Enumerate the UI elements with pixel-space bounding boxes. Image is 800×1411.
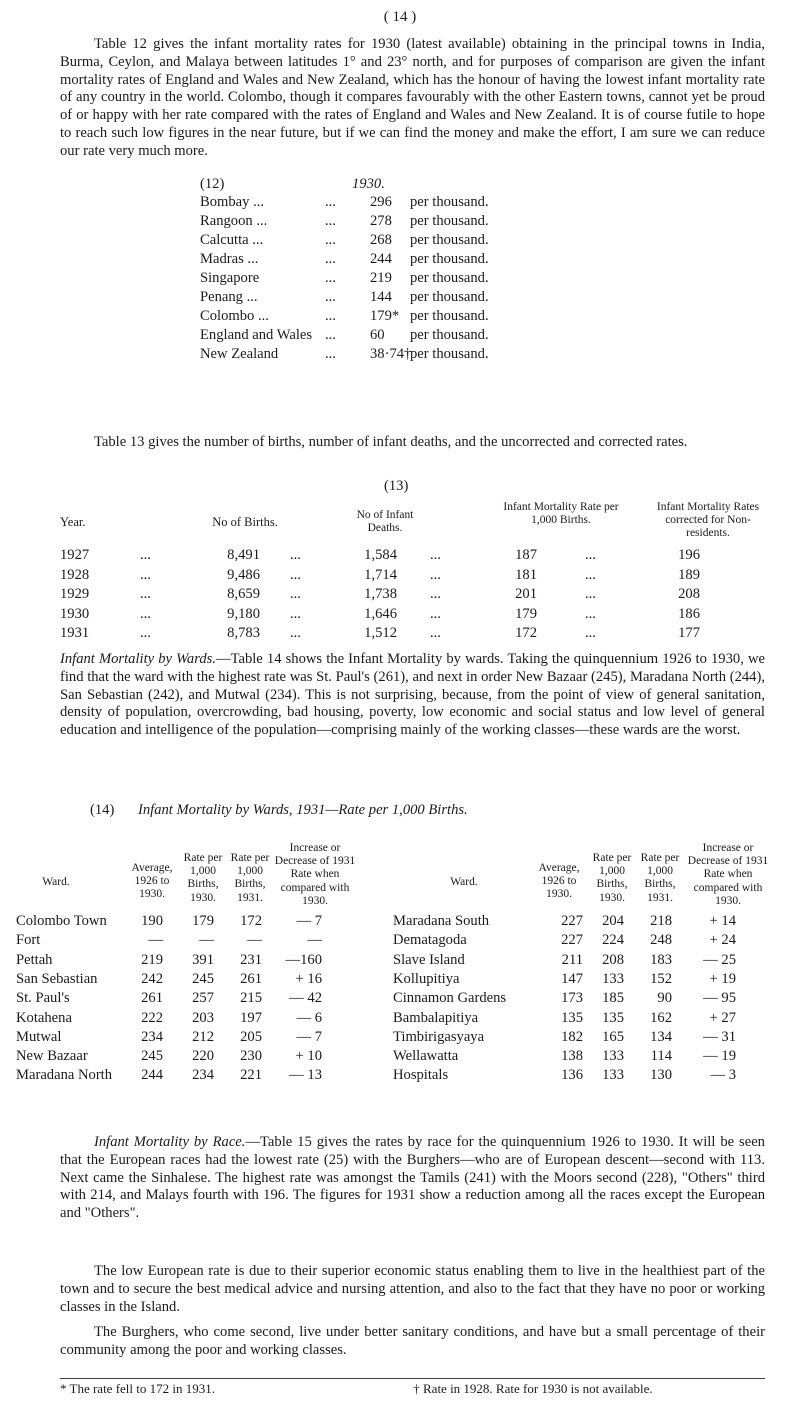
ward-change: + 10 (295, 1048, 322, 1065)
town-name: Colombo ... (200, 308, 269, 324)
rate-cell: 179 (515, 605, 537, 622)
ward-change: — 31 (703, 1028, 736, 1045)
leader-dots: ... (430, 605, 441, 622)
ward-name: Cinnamon Gardens (393, 990, 507, 1007)
ward-rate-1931: 114 (650, 1048, 672, 1065)
ward-name: Kollupitiya (393, 970, 460, 987)
deaths-cell: 1,584 (364, 547, 397, 563)
town-rate: 219 (370, 270, 392, 286)
ward-rate-1930: 245 (192, 970, 214, 987)
leader-dots: ... (325, 194, 336, 210)
ward-average: 190 (141, 913, 163, 929)
header-rate-1930: Rate per 1,000 Births, 1930. (592, 852, 632, 904)
ward-rate-1930: 257 (192, 990, 214, 1007)
ward-average: 261 (141, 990, 163, 1007)
ward-average: 234 (141, 1028, 163, 1045)
ward-rate-1930: 391 (192, 951, 214, 968)
ward-change: — 25 (703, 951, 736, 968)
town-rate: 38·74† (370, 346, 412, 362)
births-cell: 9,180 (227, 605, 260, 622)
ward-change: + 16 (295, 970, 322, 987)
table-13-intro: Table 13 gives the number of births, number of infant deaths, and the uncorrected and corrected rates. (94, 434, 688, 450)
table-12-year: 1930. (352, 176, 385, 192)
deaths-cell: 1,512 (364, 625, 397, 641)
ward-name: Slave Island (393, 951, 465, 968)
ward-name: Colombo Town (16, 913, 107, 929)
ward-average: 222 (141, 1009, 163, 1026)
leader-dots: ... (290, 625, 301, 641)
town-name: Penang ... (200, 289, 258, 305)
leader-dots: ... (585, 566, 596, 583)
town-rate: 296 (370, 194, 392, 210)
ward-average: 211 (561, 951, 583, 968)
births-cell: 8,783 (227, 625, 260, 641)
ward-rate-1931: 197 (240, 1009, 262, 1026)
ward-change: — 7 (296, 1028, 322, 1045)
footnote-dagger: † Rate in 1928. Rate for 1930 is not available. (413, 1381, 653, 1396)
header-ward: Ward. (450, 876, 478, 888)
leader-dots: ... (585, 547, 596, 563)
ward-rate-1931: 261 (240, 970, 262, 987)
table-14-label: (14) (90, 802, 115, 818)
leader-dots: ... (585, 605, 596, 622)
table-13-header-births: No of Births. (212, 515, 278, 529)
table-13-header-deaths: No of Infant Deaths. (356, 509, 414, 535)
wards-paragraph (60, 651, 765, 740)
ward-name: San Sebastian (16, 970, 98, 987)
ward-rate-1930: 203 (192, 1009, 214, 1026)
year-cell: 1929 (60, 586, 90, 602)
ward-change: — 95 (703, 990, 736, 1007)
ward-average: 138 (561, 1048, 583, 1065)
ward-rate-1931: 218 (650, 913, 672, 929)
ward-rate-1930: 234 (192, 1067, 214, 1084)
ward-change: — (307, 932, 322, 949)
town-name: England and Wales (200, 327, 313, 343)
town-rate: 179* (370, 308, 400, 324)
rate-cell: 172 (515, 625, 537, 641)
ward-average: 135 (561, 1009, 583, 1026)
header-rate-1930: Rate per 1,000 Births, 1930. (183, 852, 223, 904)
leader-dots: ... (325, 232, 336, 248)
header-change: Increase or Decrease of 1931 Rate when compared with 1930. (687, 842, 769, 907)
town-name: Singapore (200, 270, 260, 286)
ward-change: + 14 (709, 913, 736, 929)
ward-rate-1931: 90 (657, 990, 672, 1007)
table-13-header-corrected: Infant Mortality Rates corrected for Non-residents. (656, 501, 760, 540)
ward-name: Maradana South (393, 913, 490, 929)
ward-average: 136 (561, 1067, 583, 1084)
ward-average: 244 (141, 1067, 163, 1084)
town-name: Rangoon ... (200, 213, 268, 229)
rate-unit: per thousand. (410, 251, 489, 267)
leader-dots: ... (325, 289, 336, 305)
table-13-header-year: Year. (60, 515, 86, 529)
ward-change: — 3 (710, 1067, 736, 1084)
ward-rate-1930: 179 (192, 913, 214, 929)
ward-name: Fort (16, 932, 41, 949)
ward-rate-1930: 133 (602, 970, 624, 987)
deaths-cell: 1,738 (364, 586, 397, 602)
ward-rate-1931: 134 (650, 1028, 672, 1045)
ward-rate-1931: 231 (240, 951, 262, 968)
race-text: —Table 15 gives the rates by race for the quinquennium 1926 to 1930. It will be seen that the European races had the lowest rate (25) with the Burghers—who are of European descent—second with 113. Next came the Sinhalese. The highest rate was amongst the Tamils (241) with the Moors second (228), "Others" third with 214, and Malays fourth with 196. The figures for 1931 show a reduction among all the races except the European and "Others". (60, 1134, 765, 1222)
ward-rate-1931: 152 (650, 970, 672, 987)
rate-cell: 201 (515, 586, 537, 602)
corrected-cell: 186 (678, 605, 700, 622)
leader-dots: ... (430, 566, 441, 583)
ward-rate-1931: 230 (240, 1048, 262, 1065)
ward-change: + 24 (709, 932, 736, 949)
year-cell: 1927 (60, 547, 90, 563)
leader-dots: ... (140, 566, 151, 583)
deaths-cell: 1,714 (364, 566, 397, 583)
ward-rate-1931: 248 (650, 932, 672, 949)
intro-paragraph: Table 12 gives the infant mortality rates for 1930 (latest available) obtaining in the principal towns in India, Burma, Ceylon, and Malaya between latitudes 1° and 23° north, and for purposes of comparison are given the infant mortality rates of England and Wales and New Zealand, which has the honour of having the lowest infant mortality rate of any country in the world. Colombo, though it compares favourably with the other Eastern towns, cannot yet be proud of or happy with her rate compared with the rates of England and Wales and New Zealand. It is of course futile to hope to reach such low figures in the near future, but if we can find the money and make the effort, I am sure we can reduce our rate very much more. (60, 36, 765, 159)
leader-dots: ... (325, 327, 336, 343)
town-rate: 268 (370, 232, 392, 248)
leader-dots: ... (325, 213, 336, 229)
ward-change: —160 (285, 951, 322, 968)
town-rate: 144 (370, 289, 392, 305)
leader-dots: ... (325, 346, 336, 362)
table-13-header-rate: Infant Mortality Rate per 1,000 Births. (503, 501, 619, 527)
ward-change: — 19 (703, 1048, 736, 1065)
leader-dots: ... (325, 270, 336, 286)
ward-average: 242 (141, 970, 163, 987)
rate-unit: per thousand. (410, 270, 489, 286)
ward-change: + 19 (709, 970, 736, 987)
header-rate-1931: Rate per 1,000 Births, 1931. (230, 852, 270, 904)
wards-text: —Table 14 shows the Infant Mortality by wards. Taking the quinquennium 1926 to 1930, we find that the ward with the highest rate was St. Paul's (261), and next in order New Bazaar (245), Maradana North (244), San Sebastian (242), and Mutwal (234). This is not surprising, because, from the point of view of general sanitation, density of population, overcrowding, bad housing, poverty, low economic and social status and low level of general education and intelligence of the population—comprising mainly of the working classes—these wards are the worst. (60, 651, 765, 739)
burghers-paragraph: The Burghers, who come second, live under better sanitary conditions, and have but a small percentage of their community among the poor and working classes. (60, 1324, 765, 1358)
ward-change: — 13 (289, 1067, 322, 1084)
rate-unit: per thousand. (410, 289, 489, 305)
ward-rate-1931: 221 (240, 1067, 262, 1084)
header-average: Average, 1926 to 1930. (131, 862, 173, 901)
rate-unit: per thousand. (410, 308, 489, 324)
table-12-label: (12) (200, 176, 225, 192)
ward-rate-1930: 133 (602, 1067, 624, 1084)
rate-unit: per thousand. (410, 327, 489, 343)
wards-heading: Infant Mortality by Wards. (60, 651, 216, 667)
leader-dots: ... (430, 625, 441, 641)
leader-dots: ... (140, 625, 151, 641)
leader-dots: ... (290, 586, 301, 602)
ward-name: Pettah (16, 951, 53, 968)
leader-dots: ... (325, 251, 336, 267)
ward-change: — 7 (296, 913, 322, 929)
ward-name: Timbirigasyaya (393, 1028, 485, 1045)
footnote-star: * The rate fell to 172 in 1931. (60, 1381, 216, 1396)
year-cell: 1930 (60, 605, 90, 622)
ward-name: New Bazaar (16, 1048, 88, 1065)
births-cell: 8,491 (227, 547, 260, 563)
leader-dots: ... (140, 586, 151, 602)
ward-rate-1930: 224 (602, 932, 624, 949)
leader-dots: ... (290, 605, 301, 622)
ward-average: 227 (561, 932, 583, 949)
corrected-cell: 196 (678, 547, 700, 563)
town-name: Bombay ... (200, 194, 265, 210)
leader-dots: ... (430, 547, 441, 563)
town-rate: 278 (370, 213, 392, 229)
ward-rate-1931: 205 (240, 1028, 262, 1045)
year-cell: 1931 (60, 625, 90, 641)
births-cell: 9,486 (227, 566, 260, 583)
ward-rate-1931: 215 (240, 990, 262, 1007)
table-14-title: Infant Mortality by Wards, 1931—Rate per 1,000 Births. (138, 802, 468, 818)
race-paragraph (60, 1134, 765, 1223)
ward-name: Wellawatta (393, 1048, 459, 1065)
leader-dots: ... (140, 605, 151, 622)
ward-change: + 27 (709, 1009, 736, 1026)
town-rate: 60 (370, 327, 385, 343)
ward-name: Maradana North (16, 1067, 113, 1084)
leader-dots: ... (585, 625, 596, 641)
ward-average: — (148, 932, 163, 949)
rate-unit: per thousand. (410, 232, 489, 248)
ward-average: 173 (561, 990, 583, 1007)
ward-rate-1930: 185 (602, 990, 624, 1007)
leader-dots: ... (290, 566, 301, 583)
ward-rate-1930: 204 (602, 913, 624, 929)
ward-rate-1930: 135 (602, 1009, 624, 1026)
town-rate: 244 (370, 251, 392, 267)
ward-change: — 6 (296, 1009, 322, 1026)
table-13-label: (13) (384, 478, 409, 494)
corrected-cell: 189 (678, 566, 700, 583)
leader-dots: ... (585, 586, 596, 602)
ward-rate-1930: — (199, 932, 214, 949)
page-number: ( 14 ) (383, 9, 417, 25)
ward-average: 245 (141, 1048, 163, 1065)
ward-rate-1930: 165 (602, 1028, 624, 1045)
leader-dots: ... (290, 547, 301, 563)
ward-rate-1931: 172 (240, 913, 262, 929)
town-name: New Zealand (200, 346, 279, 362)
leader-dots: ... (430, 586, 441, 602)
header-rate-1931: Rate per 1,000 Births, 1931. (640, 852, 680, 904)
header-change: Increase or Decrease of 1931 Rate when compared with 1930. (274, 842, 356, 907)
rate-unit: per thousand. (410, 194, 489, 210)
ward-rate-1930: 133 (602, 1048, 624, 1065)
rate-unit: per thousand. (410, 213, 489, 229)
ward-average: 227 (561, 913, 583, 929)
rate-cell: 181 (515, 566, 537, 583)
rate-cell: 187 (515, 547, 537, 563)
ward-rate-1931: 183 (650, 951, 672, 968)
ward-average: 147 (561, 970, 583, 987)
header-ward: Ward. (42, 876, 70, 888)
ward-rate-1930: 208 (602, 951, 624, 968)
ward-rate-1931: 162 (650, 1009, 672, 1026)
header-average: Average, 1926 to 1930. (538, 862, 580, 901)
ward-name: Bambalapitiya (393, 1009, 479, 1026)
ward-name: Kotahena (16, 1009, 72, 1026)
leader-dots: ... (325, 308, 336, 324)
footnotes (60, 1381, 765, 1397)
ward-name: Mutwal (16, 1028, 62, 1045)
ward-rate-1931: — (247, 932, 262, 949)
corrected-cell: 177 (678, 625, 700, 641)
deaths-cell: 1,646 (364, 605, 397, 622)
ward-rate-1931: 130 (650, 1067, 672, 1084)
ward-name: Dematagoda (393, 932, 467, 949)
european-paragraph: The low European rate is due to their superior economic status enabling them to live in the healthiest part of the town and to secure the best medical advice and nursing attention, and also to the fact that they have no poor or working classes in the Island. (60, 1263, 765, 1315)
footnote-rule (60, 1378, 765, 1379)
town-name: Calcutta ... (200, 232, 264, 248)
ward-average: 219 (141, 951, 163, 968)
town-name: Madras ... (200, 251, 259, 267)
ward-average: 182 (561, 1028, 583, 1045)
ward-name: Hospitals (393, 1067, 449, 1084)
ward-name: St. Paul's (16, 990, 70, 1007)
race-heading: Infant Mortality by Race. (94, 1134, 246, 1150)
leader-dots: ... (140, 547, 151, 563)
ward-rate-1930: 220 (192, 1048, 214, 1065)
ward-rate-1930: 212 (192, 1028, 214, 1045)
births-cell: 8,659 (227, 586, 260, 602)
ward-change: — 42 (289, 990, 322, 1007)
corrected-cell: 208 (678, 586, 700, 602)
year-cell: 1928 (60, 566, 90, 583)
rate-unit: per thousand. (410, 346, 489, 362)
